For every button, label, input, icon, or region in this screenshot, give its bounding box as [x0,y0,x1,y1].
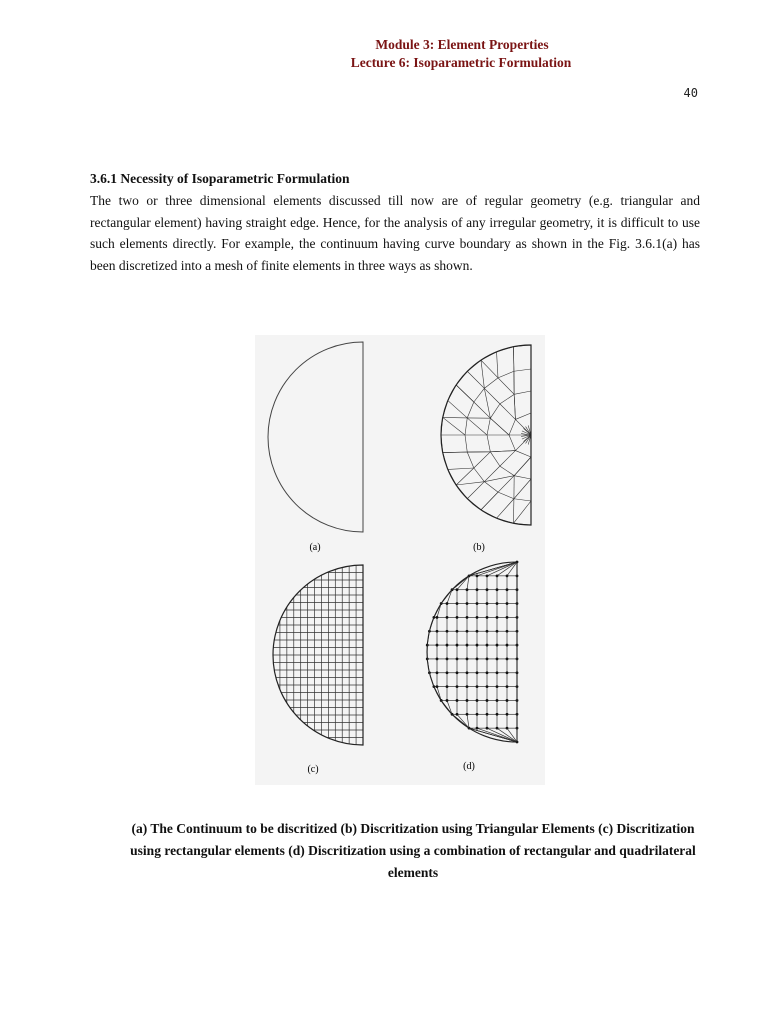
section-paragraph: The two or three dimensional elements discussed till now are of regular geometry (e.g. triangular and rectangular element) having straight edge. Hence, for the analysis of any irregular geometry, it is difficult to use such elements directly. For example, the continuum having curve boundary as shown in the Fig. 3.6.1(a) has been discretized into a mesh of finite elements in three ways as shown. [90,193,700,273]
page-number: 40 [683,86,698,100]
lecture-title: Lecture 6: Isoparametric Formulation [350,55,572,70]
mesh-figure [255,335,545,785]
label-a: (a) [309,542,321,553]
mesh-figure-svg [255,335,545,785]
figure-caption: (a) The Continuum to be discritized (b) Discritization using Triangular Elements (c) Discritization using rectangular elements (d) Discritization using a combination of rectangular and quadrilateral elements [130,821,696,880]
section-title: 3.6.1 Necessity of Isoparametric Formulation [90,171,350,186]
module-title: Module 3: Element Properties [375,37,549,52]
page-header [0,36,768,72]
label-b: (b) [473,542,485,553]
label-d: (d) [463,761,475,772]
label-c: (c) [307,764,319,775]
